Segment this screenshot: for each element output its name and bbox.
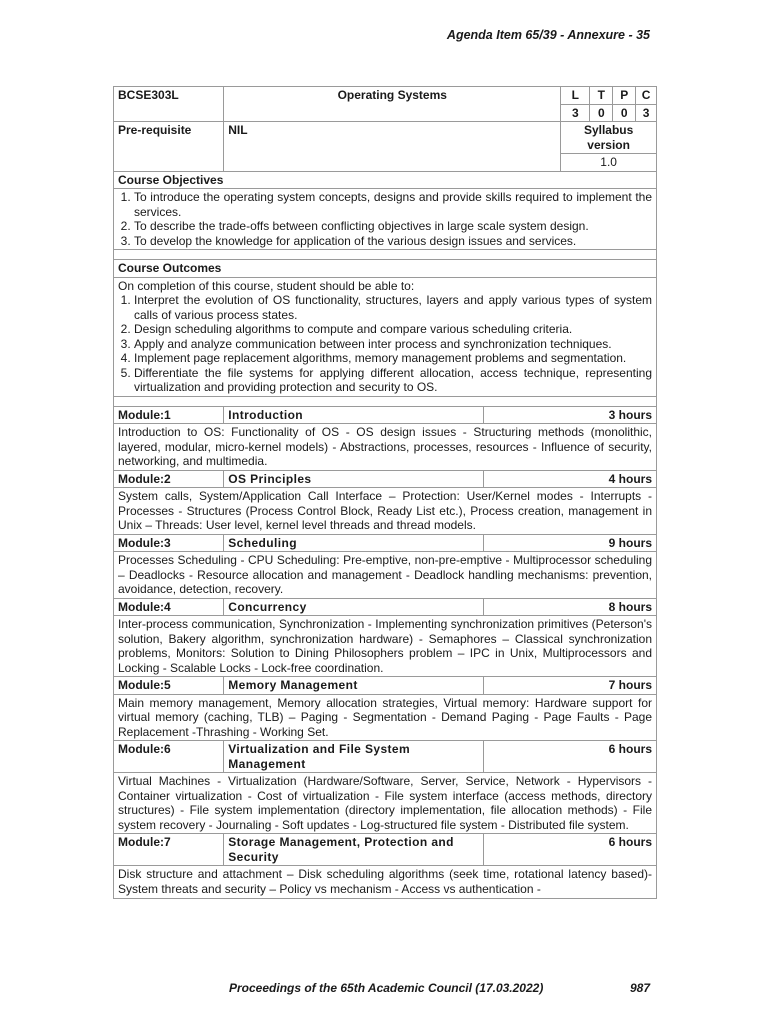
prereq-label: Pre-requisite: [114, 122, 224, 172]
outcome-item: 1. Interpret the evolution of OS functionality, structures, layers and apply various types of system calls of various process states.: [134, 293, 652, 322]
objectives-list: [118, 190, 652, 248]
spacer-row: [114, 396, 657, 406]
module-content: Disk structure and attachment – Disk scheduling algorithms (seek time, rotational latency based)- System threats and security – Policy vs mechanism - Access vs authentication -: [118, 867, 652, 896]
course-code: BCSE303L: [114, 87, 224, 122]
footer-proceedings: Proceedings of the 65th Academic Council (17.03.2022): [229, 981, 544, 995]
module-label: Module:7: [114, 834, 224, 866]
outcome-item: 4. Implement page replacement algorithms, memory management problems and segmentation.: [134, 351, 652, 366]
module-hours: 6 hours: [484, 834, 657, 866]
module-hours: 7 hours: [484, 677, 657, 695]
module-title: Memory Management: [224, 677, 484, 695]
objective-item: 2. To describe the trade-offs between conflicting objectives in large scale system design.: [134, 219, 652, 234]
module-title: OS Principles: [224, 470, 484, 488]
module-content: Inter-process communication, Synchronization - Implementing synchronization primitives (Peterson's solution, Bakery algorithm, synchronization hardware) - Semaphores – Classical synchronization problems, Monitors: Solution to Dining Philosophers problem – IPC in Unix, Multiprocessors and Locking - Scalable Locks - Lock-free coordination.: [114, 616, 657, 677]
syllabus-table: [113, 86, 657, 899]
module-title: Introduction: [224, 406, 484, 424]
objectives-heading: Course Objectives: [114, 171, 657, 189]
module-hours: 8 hours: [484, 598, 657, 616]
ltpc-label-t: T: [590, 87, 613, 105]
module-content: System calls, System/Application Call Interface – Protection: User/Kernel modes - Interrupts -Processes - Structures (Process Control Block, Ready List etc.), Process creation, management in Unix – Threads: User level, kernel level threads and thread models.: [114, 488, 657, 535]
spacer-row: [114, 250, 657, 260]
module-hours: 9 hours: [484, 534, 657, 552]
outcome-item: 5. Differentiate the file systems for applying different allocation, access technique, representing virtualization and providing protection and security to OS.: [134, 366, 652, 395]
module-label: Module:1: [114, 406, 224, 424]
module-title: Virtualization and File System Management: [224, 741, 484, 773]
module-content: Main memory management, Memory allocation strategies, Virtual memory: Hardware support for virtual memory (caching, TLB) – Paging - Segmentation - Demand Paging - Page Faults - Page Replacement -Thrashing - Working Set.: [114, 694, 657, 741]
module-content-cell: [114, 866, 657, 899]
agenda-header: Agenda Item 65/39 - Annexure - 35: [446, 28, 650, 42]
module-title: Storage Management, Protection and Security: [224, 834, 484, 866]
module-title: Concurrency: [224, 598, 484, 616]
ltpc-value-t: 0: [590, 104, 613, 122]
module-label: Module:4: [114, 598, 224, 616]
syllabus-version-value: 1.0: [561, 154, 657, 172]
module-content: Virtual Machines - Virtualization (Hardware/Software, Server, Service, Network - Hypervisors - Container virtualization - Cost of virtualization - File system interface (access methods, directory structures) - File system implementation (directory implementation, file allocation methods) - File system recovery - Journaling - Soft updates - Log-structured file system - Distributed file system.: [114, 773, 657, 834]
module-hours: 6 hours: [484, 741, 657, 773]
outcome-item: 3. Apply and analyze communication between inter process and synchronization techniques.: [134, 337, 652, 352]
outcomes-cell: [114, 277, 657, 396]
objectives-list-cell: [114, 189, 657, 250]
module-title: Scheduling: [224, 534, 484, 552]
course-title: Operating Systems: [224, 87, 561, 122]
page-number: 987: [629, 981, 650, 995]
outcomes-intro: On completion of this course, student should be able to:: [118, 278, 415, 293]
outcome-item: 2. Design scheduling algorithms to compute and compare various scheduling criteria.: [134, 322, 652, 337]
objective-item: 1. To introduce the operating system concepts, designs and provide skills required to implement the services.: [134, 190, 652, 219]
syllabus-version-label: Syllabus version: [561, 122, 657, 154]
outcomes-heading: Course Outcomes: [114, 260, 657, 278]
ltpc-value-p: 0: [613, 104, 636, 122]
module-hours: 3 hours: [484, 406, 657, 424]
module-hours: 4 hours: [484, 470, 657, 488]
objective-item: 3. To develop the knowledge for application of the various design issues and services.: [134, 234, 652, 249]
ltpc-label-p: P: [613, 87, 636, 105]
outcomes-list: [118, 293, 652, 395]
module-label: Module:5: [114, 677, 224, 695]
module-content: Processes Scheduling - CPU Scheduling: Pre-emptive, non-pre-emptive - Multiprocessor scheduling – Deadlocks - Resource allocation and management - Deadlock handling mechanisms: prevention, avoidance, detection, recovery.: [114, 552, 657, 599]
module-label: Module:6: [114, 741, 224, 773]
prereq-value: NIL: [224, 122, 561, 172]
module-label: Module:3: [114, 534, 224, 552]
ltpc-label-l: L: [561, 87, 590, 105]
module-label: Module:2: [114, 470, 224, 488]
module-content: Introduction to OS: Functionality of OS - OS design issues - Structuring methods (monolithic, layered, modular, micro-kernel models) - Abstractions, processes, resources - Influence of security, networking, and multimedia.: [114, 424, 657, 471]
ltpc-value-l: 3: [561, 104, 590, 122]
ltpc-label-c: C: [636, 87, 657, 105]
ltpc-value-c: 3: [636, 104, 657, 122]
